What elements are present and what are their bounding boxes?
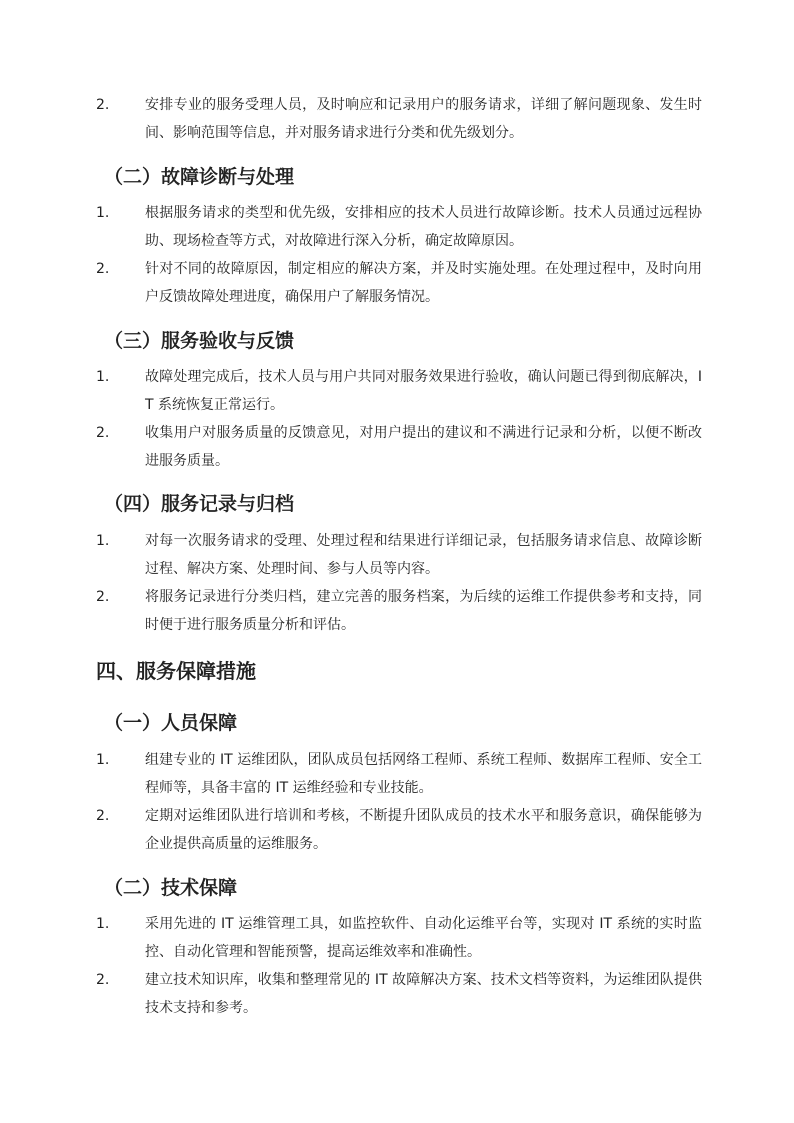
list-text: 将服务记录进行分类归档，建立完善的服务档案，为后续的运维工作提供参考和支持，同时便于进行服务质量分析和评估。 — [145, 589, 702, 633]
list-number: 1. — [96, 369, 110, 385]
list-text: 建立技术知识库，收集和整理常见的 IT 故障解决方案、技术文档等资料，为运维团队提供技术支持和参考。 — [145, 972, 702, 1016]
list-text: 对每一次服务请求的受理、处理过程和结果进行详细记录，包括服务请求信息、故障诊断过程、解决方案、处理时间、参与人员等内容。 — [145, 533, 702, 577]
list-number: 2. — [96, 97, 110, 113]
list-text: 针对不同的故障原因，制定相应的解决方案，并及时实施处理。在处理过程中，及时向用户反馈故障处理进度，确保用户了解服务情况。 — [145, 261, 702, 305]
list-number: 1. — [96, 916, 110, 932]
section-heading: （二）技术保障 — [104, 877, 238, 899]
list-number: 2. — [96, 972, 110, 988]
list-text: 定期对运维团队进行培训和考核，不断提升团队成员的技术水平和服务意识，确保能够为企业提供高质量的运维服务。 — [145, 808, 702, 852]
list-text: 组建专业的 IT 运维团队，团队成员包括网络工程师、系统工程师、数据库工程师、安全工程师等，具备丰富的 IT 运维经验和专业技能。 — [145, 752, 702, 796]
list-text: 收集用户对服务质量的反馈意见，对用户提出的建议和不满进行记录和分析，以便不断改进服务质量。 — [145, 425, 702, 469]
list-number: 1. — [96, 205, 110, 221]
list-number: 2. — [96, 425, 110, 441]
list-number: 1. — [96, 752, 110, 768]
list-text: 根据服务请求的类型和优先级，安排相应的技术人员进行故障诊断。技术人员通过远程协助、现场检查等方式，对故障进行深入分析，确定故障原因。 — [145, 205, 702, 249]
list-number: 1. — [96, 533, 110, 549]
list-number: 2. — [96, 589, 110, 605]
list-text: 安排专业的服务受理人员，及时响应和记录用户的服务请求，详细了解问题现象、发生时间、影响范围等信息，并对服务请求进行分类和优先级划分。 — [145, 97, 702, 141]
list-number: 2. — [96, 808, 110, 824]
list-number: 2. — [96, 261, 110, 277]
section-heading: （二）故障诊断与处理 — [104, 166, 295, 188]
section-heading: （四）服务记录与归档 — [104, 493, 295, 515]
chapter-heading: 四、服务保障措施 — [96, 659, 256, 683]
list-text: 故障处理完成后，技术人员与用户共同对服务效果进行验收，确认问题已得到彻底解决，IT 系统恢复正常运行。 — [145, 369, 702, 413]
section-heading: （三）服务验收与反馈 — [104, 330, 295, 352]
section-heading: （一）人员保障 — [104, 712, 238, 734]
list-text: 采用先进的 IT 运维管理工具，如监控软件、自动化运维平台等，实现对 IT 系统的实时监控、自动化管理和智能预警，提高运维效率和准确性。 — [145, 916, 702, 960]
